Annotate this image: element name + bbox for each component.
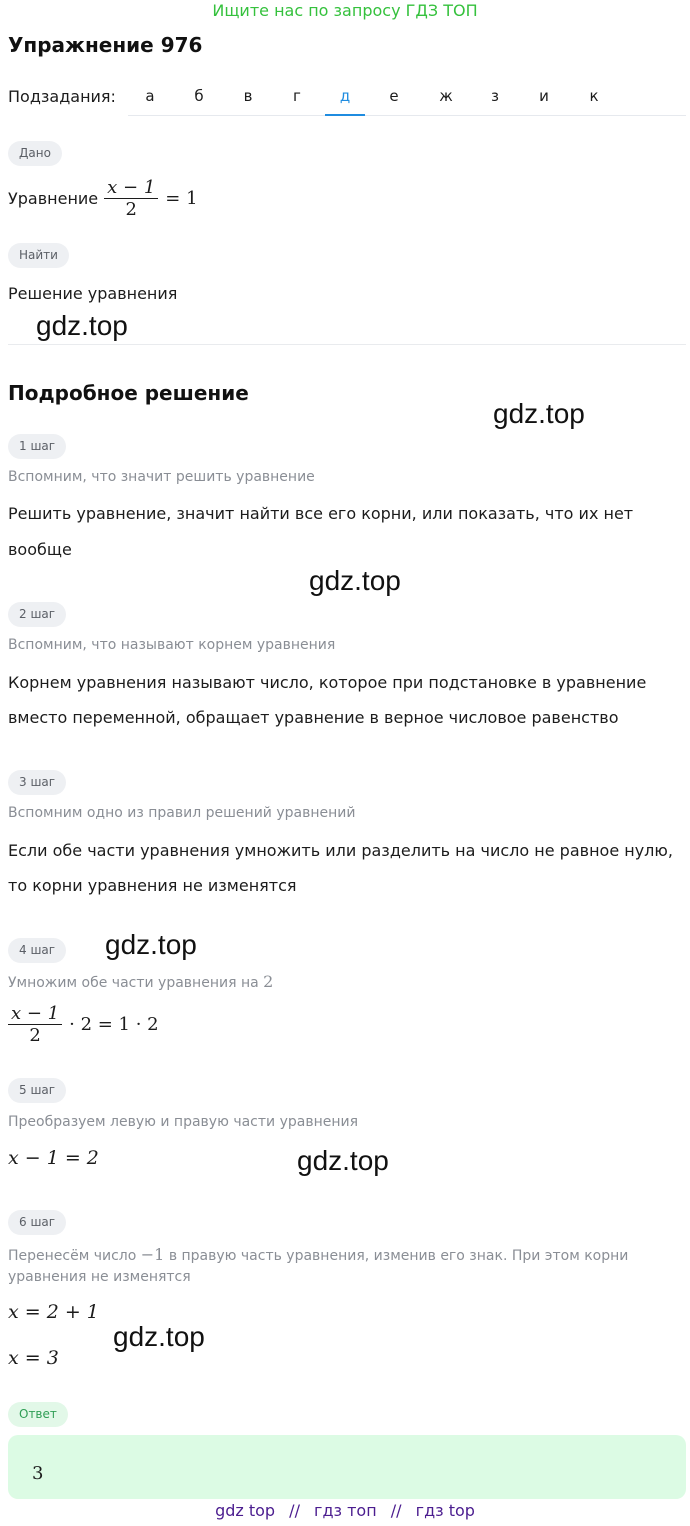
step-1-text-line1: Решить уравнение, значит найти все его корни, или показать, что их нет [8,504,634,523]
step-6-hint-part1: Перенесём число [8,1248,137,1264]
step-1-badge: 1 шаг [8,434,66,459]
solution-title: Подробное решение [8,381,249,405]
footer-separator: // [390,1501,402,1520]
given-fraction [104,177,158,220]
tab-i[interactable]: и [539,87,549,105]
tab-zh[interactable]: ж [439,87,453,105]
step-6-hint-line2: уравнения не изменятся [8,1269,191,1285]
tab-k[interactable]: к [589,87,599,105]
step-5-hint: Преобразуем левую и правую части уравнения [8,1114,359,1130]
step-4-hint [8,972,273,991]
step-6-badge: 6 шаг [8,1210,66,1235]
tab-d-active[interactable]: д [325,78,365,116]
page-title: Упражнение 976 [8,33,203,57]
step-3-hint: Вспомним одно из правил решений уравнений [8,805,356,821]
footer-link-gdz-top-mixed[interactable]: гдз top [415,1501,475,1520]
step-1-text-line2: вообще [8,540,72,559]
step-6-equation-2: x = 3 [8,1347,59,1369]
step-4-rest: · 2 = 1 · 2 [69,1013,159,1035]
step-4-hint-text: Умножим обе части уравнения на [8,975,259,991]
step-5-equation: x − 1 = 2 [8,1147,99,1169]
step-5-badge: 5 шаг [8,1078,66,1103]
step-1-hint: Вспомним, что значит решить уравнение [8,469,315,485]
answer-badge: Ответ [8,1402,68,1427]
given-rhs: = 1 [165,187,198,209]
step-2-text-line2: вместо переменной, обращает уравнение в верное числовое равенство [8,708,619,727]
footer-separator: // [289,1501,300,1520]
step-2-text-line1: Корнем уравнения называют число, которое при подстановке в уравнение [8,673,647,692]
step-6-hint-part2: в правую часть уравнения, изменив его знак. При этом корни [168,1248,629,1264]
tab-b[interactable]: б [194,87,204,105]
find-badge: Найти [8,243,69,268]
given-badge: Дано [8,141,62,166]
watermark: gdz.top [113,1321,205,1352]
step-4-equation [8,996,159,1052]
step-6-hint-value: −1 [140,1245,165,1264]
step-6-hint-line1 [8,1245,628,1264]
tab-a[interactable]: а [145,87,155,105]
given-text: Уравнение [8,188,99,208]
step-4-fraction-denominator: 2 [8,1024,62,1046]
watermark: gdz.top [309,565,401,596]
answer-box [8,1435,686,1499]
tab-g[interactable]: г [293,87,301,105]
footer-link-gdz-top[interactable]: gdz top [215,1501,276,1520]
step-4-fraction-numerator: x − 1 [11,1002,60,1024]
step-3-text-line1: Если обе части уравнения умножить или разделить на число не равное нулю, [8,841,673,860]
given-fraction-numerator: x − 1 [107,176,156,198]
watermark: gdz.top [493,398,585,429]
step-2-hint: Вспомним, что называют корнем уравнения [8,637,336,653]
tab-v[interactable]: в [243,87,253,105]
footer-links [0,1501,690,1520]
footer-link-gdz-top-ru[interactable]: гдз топ [314,1501,377,1520]
subtasks-label: Подзадания: [8,87,116,106]
section-divider [8,344,686,345]
step-2-badge: 2 шаг [8,602,66,627]
given-equation [8,172,198,224]
find-text: Решение уравнения [8,284,178,303]
step-4-hint-value: 2 [263,972,274,991]
step-4-badge: 4 шаг [8,938,66,963]
tab-e[interactable]: е [389,87,399,105]
step-4-fraction [8,1003,62,1046]
given-fraction-denominator: 2 [104,198,158,220]
step-3-badge: 3 шаг [8,770,66,795]
watermark: gdz.top [297,1145,389,1176]
watermark: gdz.top [105,929,197,960]
step-3-text-line2: то корни уравнения не изменятся [8,876,297,895]
tab-z[interactable]: з [491,87,499,105]
step-6-equation-1: x = 2 + 1 [8,1301,99,1323]
answer-value: 3 [32,1463,44,1484]
watermark: gdz.top [36,310,128,341]
top-banner[interactable]: Ищите нас по запросу ГДЗ ТОП [212,1,478,20]
